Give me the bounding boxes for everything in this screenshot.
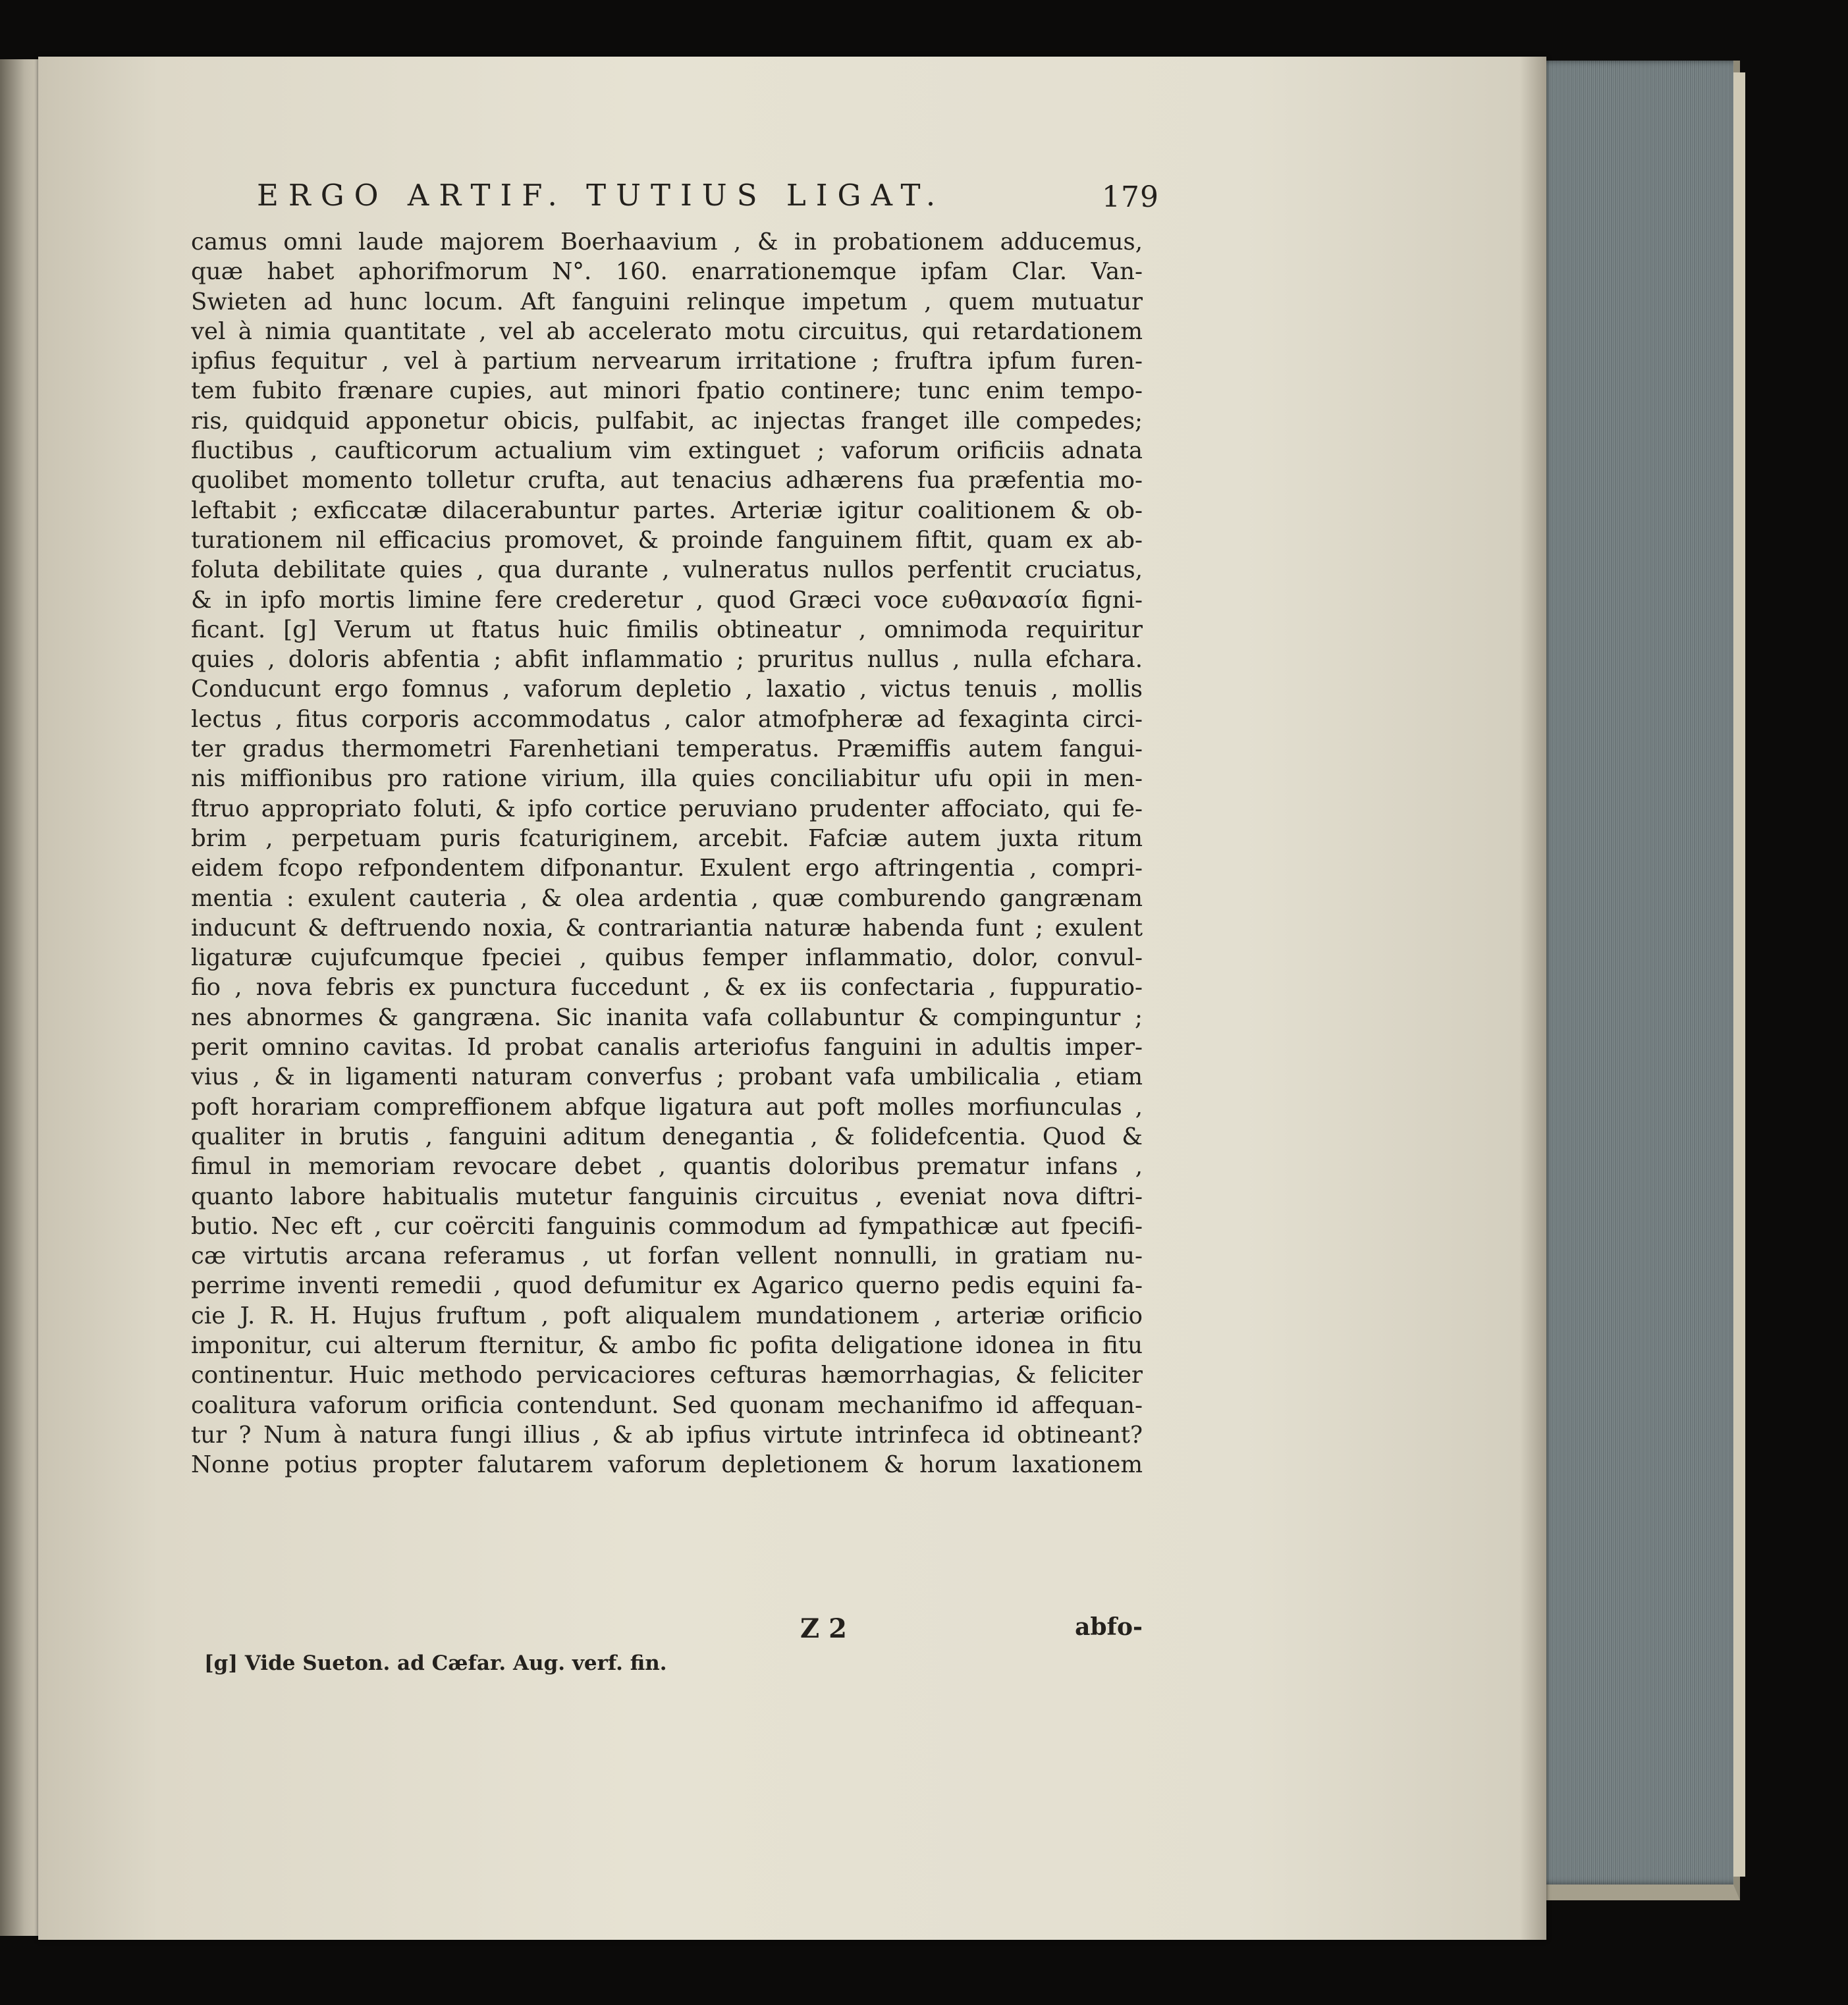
text-line: imponitur, cui alterum fternitur, & ambo fic pofita deligatione idonea in fitu [191,1331,1143,1359]
text-line: vius , & in ligamenti naturam converfus ; probant vafa umbilicalia , etiam [191,1063,1143,1091]
text-line: cæ virtutis arcana referamus , ut forfan vellent nonnulli, in gratiam nu- [191,1243,1143,1270]
text-line: fluctibus , caufticorum actualium vim extinguet ; vaforum orificiis adnata [191,437,1143,465]
body-text [191,227,1143,1480]
text-line: Nonne potius propter falutarem vaforum depletionem & horum laxationem [191,1451,1143,1479]
text-line: quæ habet aphorifmorum N°. 160. enarrationemque ipfam Clar. Van- [191,258,1143,286]
text-line: fimul in memoriam revocare debet , quantis doloribus prematur infans , [191,1153,1143,1181]
text-line: perit omnino cavitas. Id probat canalis arteriofus fanguini in adultis imper- [191,1034,1143,1061]
text-line: nes abnormes & gangræna. Sic inanita vafa collabuntur & compinguntur ; [191,1003,1143,1031]
text-line: tem fubito frænare cupies, aut minori fpatio continere; tunc enim tempo- [191,377,1143,405]
text-line: leftabit ; exficcatæ dilacerabuntur partes. Arteriæ igitur coalitionem & ob- [191,496,1143,524]
book-cover-edge [1733,72,1745,1877]
text-line: continentur. Huic methodo pervicaciores cefturas hæmorrhagias, & feliciter [191,1362,1143,1389]
footnote: [g] Vide Sueton. ad Cæfar. Aug. verf. fin. [204,1651,667,1675]
text-line: & in ipfo mortis limine fere crederetur , quod Græci voce ευθανασία figni- [191,586,1143,614]
text-line: ftruo appropriato foluti, & ipfo cortice peruviano prudenter affociato, qui fe- [191,795,1143,822]
text-line: quolibet momento tolletur crufta, aut tenacius adhærens fua præfentia mo- [191,467,1143,495]
text-line: butio. Nec eft , cur coërciti fanguinis commodum ad fympathicæ aut fpecifi- [191,1212,1143,1240]
text-line: foluta debilitate quies , qua durante , vulneratus nullos perfentit cruciatus, [191,556,1143,584]
text-line: vel à nimia quantitate , vel ab accelerato motu circuitus, qui retardationem [191,317,1143,345]
page-header [257,178,1159,224]
text-line: Conducunt ergo fomnus , vaforum depletio , laxatio , victus tenuis , mollis [191,676,1143,703]
text-line: nis miffionibus pro ratione virium, illa quies conciliabitur ufu opii in men- [191,765,1143,793]
text-line: poft horariam compreffionem abfque ligatura aut poft molles morfiunculas , [191,1093,1143,1121]
text-line: fio , nova febris ex punctura fuccedunt , & ex iis confectaria , fuppuratio- [191,974,1143,1002]
page-footer [191,1613,1143,1645]
page-number: 179 [1102,180,1159,214]
text-line: ficant. [g] Verum ut ftatus huic fimilis obtineatur , omnimoda requiritur [191,616,1143,643]
text-line: lectus , fitus corporis accommodatus , calor atmofpheræ ad fexaginta circi- [191,705,1143,733]
book-fore-edge [1536,61,1740,1900]
text-line: turationem nil efficacius promovet, & proinde fanguinem fiftit, quam ex ab- [191,526,1143,554]
text-line: ipfius fequitur , vel à partium nervearum irritatione ; fruftra ipfum furen- [191,348,1143,375]
text-line: Swieten ad hunc locum. Aft fanguini relinque impetum , quem mutuatur [191,288,1143,315]
text-line: ligaturæ cujufcumque fpeciei , quibus femper inflammatio, dolor, convul- [191,944,1143,972]
running-head: ERGO ARTIF. TUTIUS LIGAT. [257,178,946,213]
facing-page-edge [0,59,41,1936]
text-line: ris, quidquid apponetur obicis, pulfabit, ac injectas franget ille compedes; [191,407,1143,435]
catchword: abfo- [1075,1613,1143,1641]
text-line: quanto labore habitualis mutetur fanguinis circuitus , eveniat nova diftri- [191,1183,1143,1210]
text-line: camus omni laude majorem Boerhaavium , & in probationem adducemus, [191,228,1143,255]
text-line: mentia : exulent cauteria , & olea ardentia , quæ comburendo gangrænam [191,884,1143,912]
text-line: perrime inventi remedii , quod defumitur ex Agarico querno pedis equini fa- [191,1272,1143,1300]
text-line: eidem fcopo refpondentem difponantur. Exulent ergo aftringentia , compri- [191,855,1143,882]
text-line: brim , perpetuam puris fcaturiginem, arcebit. Fafciæ autem juxta ritum [191,824,1143,852]
text-line: qualiter in brutis , fanguini aditum denegantia , & folidefcentia. Quod & [191,1123,1143,1150]
text-line: tur ? Num à natura fungi illius , & ab ipfius virtute intrinfeca id obtineant? [191,1421,1143,1449]
signature-mark: Z 2 [800,1613,847,1644]
text-line: ter gradus thermometri Farenhetiani temperatus. Præmiffis autem fangui- [191,735,1143,763]
text-line: coalitura vaforum orificia contendunt. Sed quonam mechanifmo id affequan- [191,1391,1143,1419]
text-line: inducunt & deftruendo noxia, & contrariantia naturæ habenda funt ; exulent [191,914,1143,942]
text-line: quies , doloris abfentia ; abfit inflammatio ; pruritus nullus , nulla efchara. [191,646,1143,674]
text-line: cie J. R. H. Hujus fruftum , poft aliqualem mundationem , arteriæ orificio [191,1302,1143,1329]
